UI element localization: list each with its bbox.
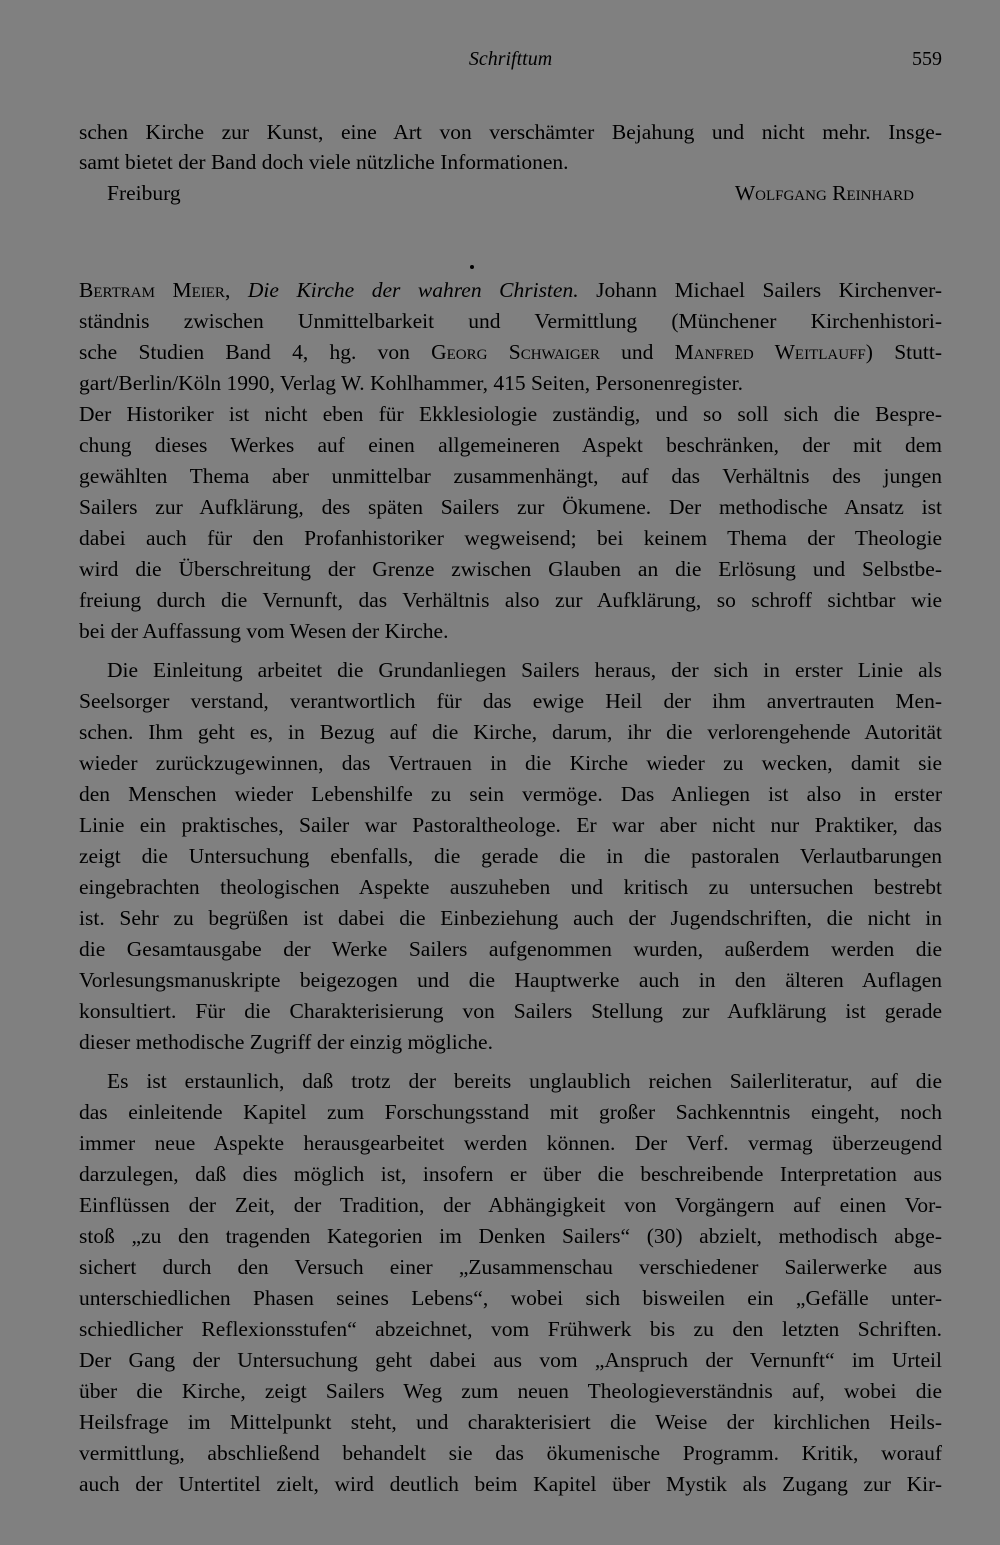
body-line: schen. Ihm geht es, in Bezug auf die Kirche, darum, ihr die verlorengehende Autorität bbox=[79, 720, 942, 744]
page-header bbox=[79, 48, 942, 78]
body-line: samt bietet der Band doch viele nützliche Informationen. bbox=[79, 150, 569, 174]
body-line: Es ist erstaunlich, daß trotz der bereits unglaublich reichen Sailerliteratur, auf die bbox=[107, 1069, 942, 1093]
book-subtitle: Johann Michael Sailers Kirchenver- bbox=[578, 278, 942, 302]
body-line: immer neue Aspekte herausgearbeitet werden können. Der Verf. vermag überzeugend bbox=[79, 1131, 942, 1155]
body-line: eingebrachten theologischen Aspekte auszuheben und kritisch zu untersuchen bestrebt bbox=[79, 875, 942, 899]
body-line: konsultiert. Für die Charakterisierung von Sailers Stellung zur Aufklärung ist gerade bbox=[79, 999, 942, 1023]
body-line: zeigt die Untersuchung ebenfalls, die gerade die in die pastoralen Verlautbarungen bbox=[79, 844, 942, 868]
body-line: stoß „zu den tragenden Kategorien im Denken Sailers“ (30) abzielt, methodisch abge- bbox=[79, 1224, 942, 1248]
separator-dot bbox=[470, 265, 474, 269]
body-line: Sailers zur Aufklärung, des späten Sailers zur Ökumene. Der methodische Ansatz ist bbox=[79, 495, 942, 519]
body-line: Die Einleitung arbeitet die Grundanliegen Sailers heraus, der sich in erster Linie als bbox=[107, 658, 942, 682]
page-number: 559 bbox=[912, 48, 942, 70]
citation-line-1: Bertram Meier, Die Kirche der wahren Christen. Johann Michael Sailers Kirchenver- bbox=[79, 278, 942, 302]
body-line: bei der Auffassung vom Wesen der Kirche. bbox=[79, 619, 449, 643]
book-author: Bertram Meier bbox=[79, 278, 225, 302]
reviewer-name: Wolfgang Reinhard bbox=[734, 181, 914, 205]
editor-name: Manfred Weitlauff bbox=[674, 340, 866, 364]
body-line: das einleitende Kapitel zum Forschungsstand mit großer Sachkenntnis eingeht, noch bbox=[79, 1100, 942, 1124]
body-line: Vorlesungsmanuskripte beigezogen und die Hauptwerke auch in den älteren Auflagen bbox=[79, 968, 942, 992]
body-line: schen Kirche zur Kunst, eine Art von verschämter Bejahung und nicht mehr. Insge- bbox=[79, 120, 942, 144]
body-line: Seelsorger verstand, verantwortlich für das ewige Heil der ihm anvertrauten Men- bbox=[79, 689, 942, 713]
body-line: gewählten Thema aber unmittelbar zusammenhängt, auf das Verhältnis des jungen bbox=[79, 464, 942, 488]
body-line: sichert durch den Versuch einer „Zusammenschau verschiedener Sailerwerke aus bbox=[79, 1255, 942, 1279]
body-line: chung dieses Werkes auf einen allgemeineren Aspekt beschränken, der mit dem bbox=[79, 433, 942, 457]
body-line: freiung durch die Vernunft, das Verhältnis also zur Aufklärung, so schroff sichtbar wie bbox=[79, 588, 942, 612]
body-line: Der Gang der Untersuchung geht dabei aus vom „Anspruch der Vernunft“ im Urteil bbox=[79, 1348, 942, 1372]
citation-text: ) Stutt- bbox=[865, 340, 942, 364]
editor-name: Georg Schwaiger bbox=[431, 340, 600, 364]
body-line: Der Historiker ist nicht eben für Ekklesiologie zuständig, und so soll sich die Bespre- bbox=[79, 402, 942, 426]
body-line: wieder zurückzugewinnen, das Vertrauen in die Kirche wieder zu wecken, damit sie bbox=[79, 751, 942, 775]
citation-line-4: gart/Berlin/Köln 1990, Verlag W. Kohlhammer, 415 Seiten, Personenregister. bbox=[79, 371, 743, 395]
body-line: den Menschen wieder Lebenshilfe zu sein vermöge. Das Anliegen ist also in erster bbox=[79, 782, 942, 806]
body-line: ist. Sehr zu begrüßen ist dabei die Einbeziehung auch der Jugendschriften, die nicht in bbox=[79, 906, 942, 930]
body-line: vermittlung, abschließend behandelt sie das ökumenische Programm. Kritik, worauf bbox=[79, 1441, 942, 1465]
body-line: die Gesamtausgabe der Werke Sailers aufgenommen wurden, außerdem werden die bbox=[79, 937, 942, 961]
body-line: wird die Überschreitung der Grenze zwischen Glauben an die Erlösung und Selbstbe- bbox=[79, 557, 942, 581]
body-line: Heilsfrage im Mittelpunkt steht, und charakterisiert die Weise der kirchlichen Heils- bbox=[79, 1410, 942, 1434]
citation-line-3 bbox=[79, 337, 942, 367]
body-line: dabei auch für den Profanhistoriker wegweisend; bei keinem Thema der Theologie bbox=[79, 526, 942, 550]
reviewer-city: Freiburg bbox=[107, 181, 181, 205]
citation-text: und bbox=[599, 340, 675, 364]
body-line: dieser methodische Zugriff der einzig mögliche. bbox=[79, 1030, 493, 1054]
book-title: Die Kirche der wahren Christen. bbox=[247, 278, 579, 302]
citation-line-2: ständnis zwischen Unmittelbarkeit und Vermittlung (Münchener Kirchenhistori- bbox=[79, 309, 942, 333]
body-line: auch der Untertitel zielt, wird deutlich beim Kapitel über Mystik als Zugang zur Kir- bbox=[79, 1472, 942, 1496]
running-title: Schrifttum bbox=[468, 48, 553, 70]
body-line: schiedlicher Reflexionsstufen“ abzeichnet, vom Frühwerk bis zu den letzten Schriften. bbox=[79, 1317, 942, 1341]
body-line: unterschiedlichen Phasen seines Lebens“, wobei sich bisweilen ein „Gefälle unter- bbox=[79, 1286, 942, 1310]
body-line: Linie ein praktisches, Sailer war Pastoraltheologe. Er war aber nicht nur Praktiker, das bbox=[79, 813, 942, 837]
body-line: darzulegen, daß dies möglich ist, insofern er über die beschreibende Interpretation aus bbox=[79, 1162, 942, 1186]
body-line: Einflüssen der Zeit, der Tradition, der Abhängigkeit von Vorgängern auf einen Vor- bbox=[79, 1193, 942, 1217]
citation-text: sche Studien Band 4, hg. von bbox=[79, 340, 432, 364]
body-line: über die Kirche, zeigt Sailers Weg zum neuen Theologieverständnis auf, wobei die bbox=[79, 1379, 942, 1403]
